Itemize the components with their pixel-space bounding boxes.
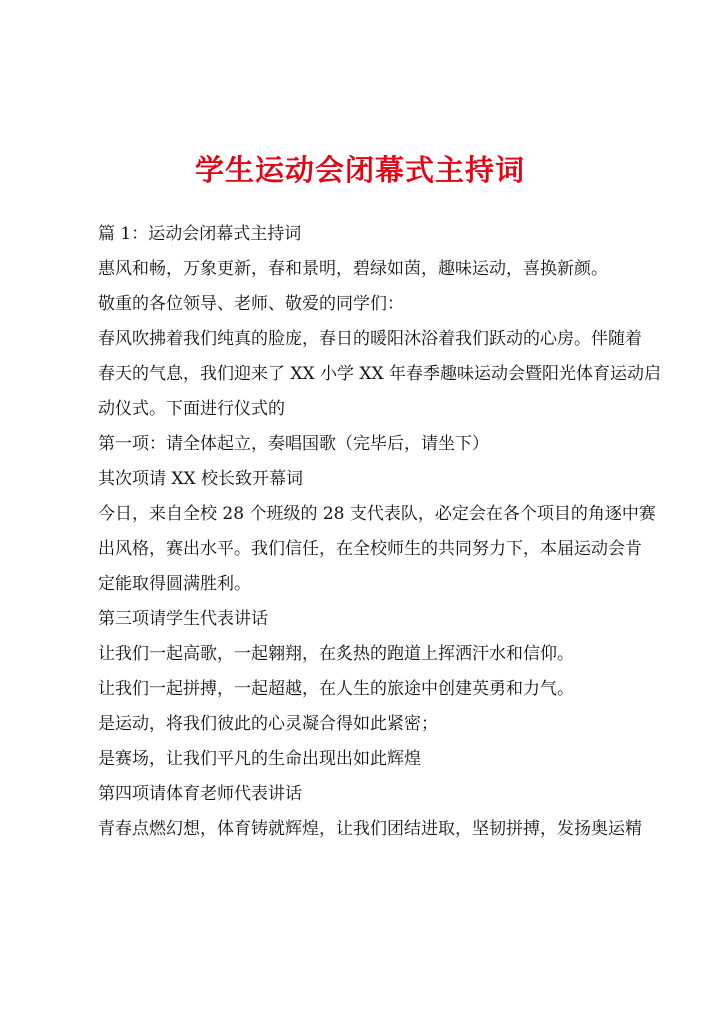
text-line: 青春点燃幻想，体育铸就辉煌，让我们团结进取，坚韧拼搏，发扬奥运精 [98, 819, 642, 839]
paragraph [98, 287, 632, 322]
text-line: 今日，来自全校 28 个班级的 28 支代表队，必定会在各个项目的角逐中赛 [98, 504, 656, 524]
text-line: 让我们一起高歌，一起翱翔，在炙热的跑道上挥洒汗水和信仰。 [98, 644, 574, 664]
text-line: 是运动，将我们彼此的心灵凝合得如此紧密； [98, 714, 438, 734]
text-line: 出风格，赛出水平。我们信任，在全校师生的共同努力下，本届运动会肯 [98, 539, 642, 559]
paragraph [98, 252, 632, 287]
text-line: 春天的气息，我们迎来了 XX 小学 XX 年春季趣味运动会暨阳光体育运动启 [98, 364, 662, 384]
text-line: 第四项请体育老师代表讲话 [98, 784, 302, 804]
paragraph [98, 742, 632, 777]
text-line: 让我们一起拼搏，一起超越，在人生的旅途中创建英勇和力气。 [98, 679, 574, 699]
paragraph [98, 637, 632, 672]
text-line: 春风吹拂着我们纯真的脸庞，春日的暖阳沐浴着我们跃动的心房。伴随着 [98, 329, 642, 349]
text-line: 篇 1：运动会闭幕式主持词 [98, 224, 302, 244]
paragraph [98, 707, 632, 742]
text-line: 定能取得圆满胜利。 [98, 574, 251, 594]
paragraph [98, 672, 632, 707]
paragraph [98, 497, 656, 602]
text-line: 第一项：请全体起立，奏唱国歌（完毕后，请坐下） [98, 434, 489, 454]
paragraph [98, 812, 642, 847]
text-line: 是赛场，让我们平凡的生命出现出如此辉煌 [98, 749, 421, 769]
text-line: 第三项请学生代表讲话 [98, 609, 268, 629]
text-line: 动仪式。下面进行仪式的 [98, 399, 285, 419]
text-line: 其次项请 XX 校长致开幕词 [98, 469, 304, 489]
text-line: 敬重的各位领导、老师、敬爱的同学们： [98, 294, 404, 314]
document-body [98, 217, 662, 847]
document-title: 学生运动会闭幕式主持词 [194, 153, 525, 187]
paragraph [98, 777, 632, 812]
paragraph [98, 427, 632, 462]
text-line: 惠风和畅，万象更新，春和景明，碧绿如茵，趣味运动，喜换新颜。 [98, 259, 608, 279]
paragraph [98, 217, 632, 252]
paragraph [98, 462, 632, 497]
paragraph [98, 602, 632, 637]
paragraph [98, 322, 662, 427]
